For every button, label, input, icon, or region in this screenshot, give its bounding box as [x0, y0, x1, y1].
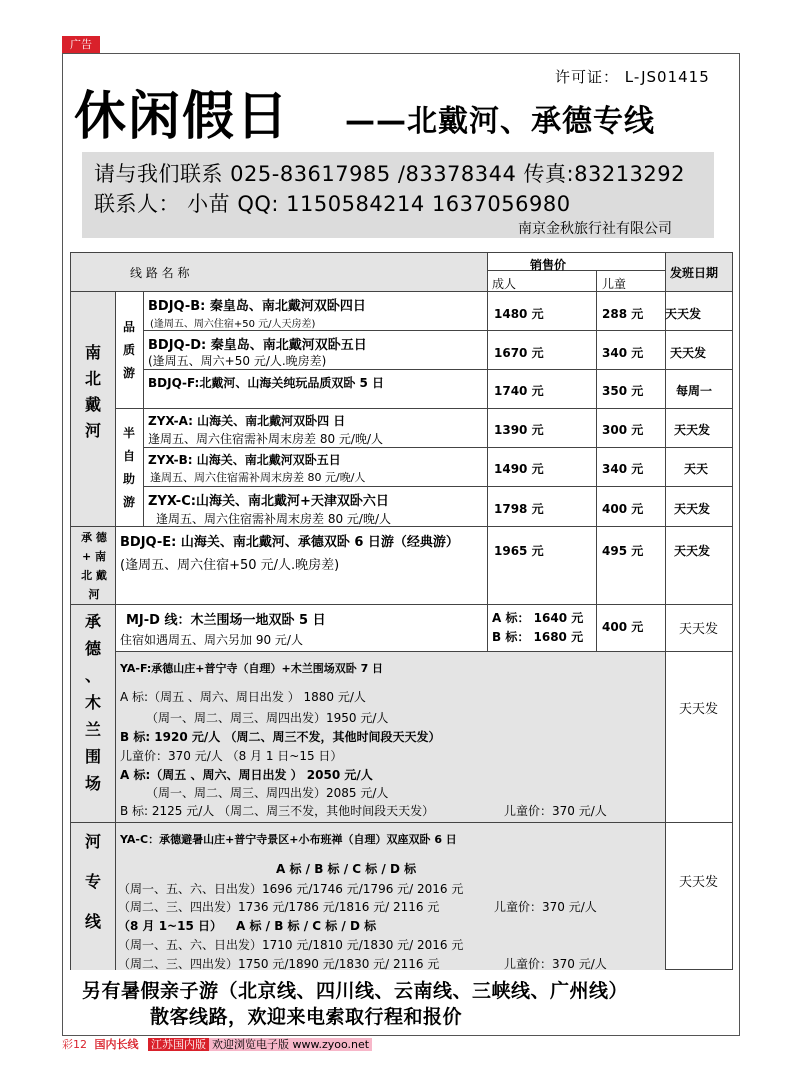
child-price: 350 元	[602, 384, 644, 398]
adult-price: 1798 元	[494, 502, 544, 516]
adult-price: 1740 元	[494, 384, 544, 398]
adult-price: 1670 元	[494, 346, 544, 360]
depart-day: 天天发	[679, 875, 719, 890]
edition-label: 江苏国内版	[148, 1038, 209, 1051]
company-name: 南京金秋旅行社有限公司	[518, 221, 672, 237]
footer-promo-2: 散客线路，欢迎来电索取行程和报价	[150, 1006, 463, 1028]
yaf-line: B 标: 1920 元/人 （周二、周三不发，其他时间段天天发）	[120, 730, 441, 744]
yac-child-price: 儿童价：370 元/人	[504, 957, 607, 971]
child-price: 400 元	[602, 620, 644, 634]
yac-header: A 标 / B 标 / C 标 / D 标	[236, 919, 377, 933]
website-link[interactable]: 欢迎浏览电子版 www.zyoo.net	[209, 1038, 372, 1051]
depart-day: 天天	[684, 462, 709, 476]
yaf-line: A 标:（周五 、周六、周日出发 ） 1880 元/人	[120, 690, 366, 704]
bottom-bar	[62, 1036, 372, 1052]
adult-price-b: B 标： 1680 元	[492, 630, 584, 644]
yac-line: （周一、五、六、日出发）1710 元/1810 元/1830 元/ 2016 元	[118, 938, 464, 952]
yaf-line: （周一、周二、周三、周四出发）2085 元/人	[146, 786, 389, 800]
depart-day: 天天发	[674, 423, 711, 437]
child-price: 495 元	[602, 544, 644, 558]
adult-price-a: A 标： 1640 元	[492, 611, 584, 625]
subtitle: ——北戴河、承德专线	[345, 104, 655, 139]
route-note: (逢周五、周六+50 元/人.晚房差)	[148, 354, 327, 368]
depart-day: 天天发	[674, 544, 711, 558]
route-title: BDJQ-F:北戴河、山海关纯玩品质双卧 5 日	[148, 376, 385, 390]
yac-title: YA-C：承德避暑山庄+普宁寺景区+小布班禅（自理）双座双卧 6 日	[120, 833, 457, 846]
header-adult: 成人	[492, 277, 517, 291]
depart-day: 天天发	[679, 702, 719, 717]
depart-day: 每周一	[676, 384, 713, 398]
yaf-line: （周一、周二、周三、周四出发）1950 元/人	[146, 711, 389, 725]
route-note: (逢周五、周六住宿+50 元/人.晚房差)	[120, 558, 340, 573]
depart-day: 天天发	[665, 307, 702, 321]
depart-day: 天天发	[679, 622, 719, 637]
adult-price: 1490 元	[494, 462, 544, 476]
route-title: ZYX-C:山海关、南北戴河+天津双卧六日	[148, 494, 389, 509]
route-title: BDJQ-B: 秦皇岛、南北戴河双卧四日	[148, 299, 366, 314]
group-semi: 半 自 助 游	[122, 426, 135, 509]
route-note: 住宿如遇周五、周六另加 90 元/人	[120, 633, 303, 647]
adult-price: 1390 元	[494, 423, 544, 437]
yac-header: A 标 / B 标 / C 标 / D 标	[276, 862, 417, 876]
header-route: 线 路 名 称	[130, 266, 190, 280]
yaf-title: YA-F:承德山庄+普宁寺（自理）+木兰围场双卧 7 日	[120, 662, 384, 675]
route-note: 逢周五、周六住宿需补周末房差 80 元/晚/人	[150, 471, 366, 484]
ad-tag: 广告	[62, 36, 100, 53]
route-note: 逢周五、周六住宿需补周末房差 80 元/晚/人	[156, 512, 391, 526]
route-title: BDJQ-D: 秦皇岛、南北戴河双卧五日	[148, 338, 367, 353]
header-child: 儿童	[602, 277, 627, 291]
yaf-line: B 标: 2125 元/人 （周二、周三不发，其他时间段天天发）	[120, 804, 435, 818]
yac-line: （周一、五、六、日出发）1696 元/1746 元/1796 元/ 2016 元	[118, 882, 464, 896]
adult-price: 1965 元	[494, 544, 544, 558]
child-price: 288 元	[602, 307, 644, 321]
group-beidaihe: 南 北 戴 河	[84, 343, 101, 440]
contact-person-qq: 联系人： 小苗 QQ: 1150584214 1637056980	[94, 192, 571, 216]
section-name: 国内长线	[94, 1038, 139, 1051]
header-price: 销售价	[530, 258, 567, 272]
brand-title: 休闲假日	[74, 87, 291, 147]
yac-line: （周二、三、四出发）1736 元/1786 元/1816 元/ 2116 元	[118, 900, 440, 914]
license-number: 许可证： L-JS01415	[555, 68, 710, 86]
depart-day: 天天发	[674, 502, 711, 516]
child-price: 340 元	[602, 462, 644, 476]
route-note: (逢周五、周六住宿+50 元/人天房差)	[150, 319, 316, 330]
yaf-line: A 标:（周五 、周六、周日出发 ） 2050 元/人	[120, 768, 373, 782]
child-price: 400 元	[602, 502, 644, 516]
yaf-line: 儿童价：370 元/人 （8 月 1 日~15 日）	[120, 749, 343, 763]
depart-day: 天天发	[670, 346, 707, 360]
route-title: ZYX-A: 山海关、南北戴河双卧四 日	[148, 414, 346, 428]
route-note: 逢周五、周六住宿需补周末房差 80 元/晚/人	[148, 432, 383, 446]
yac-line: （周二、三、四出发）1750 元/1890 元/1830 元/ 2116 元	[118, 957, 440, 971]
route-title: ZYX-B: 山海关、南北戴河双卧五日	[148, 453, 341, 467]
yaf-child-price: 儿童价：370 元/人	[504, 804, 607, 818]
child-price: 300 元	[602, 423, 644, 437]
contact-phone-fax: 请与我们联系 025-83617985 /83378344 传真:83213292	[94, 162, 685, 186]
group-chengde-bdh: 承 德 + 南 北 戴 河	[81, 531, 107, 601]
yac-child-price: 儿童价：370 元/人	[494, 900, 597, 914]
group-quality: 品 质 游	[122, 320, 135, 380]
route-title: BDJQ-E: 山海关、南北戴河、承德双卧 6 日游（经典游）	[120, 535, 459, 550]
yac-period: （8 月 1~15 日）	[118, 919, 222, 933]
child-price: 340 元	[602, 346, 644, 360]
route-title: MJ-D 线：木兰围场一地双卧 5 日	[126, 613, 326, 628]
group-chengde-mulan: 承 德 、 木 兰 围 场	[84, 612, 101, 793]
adult-price: 1480 元	[494, 307, 544, 321]
footer-promo-1: 另有暑假亲子游（北京线、四川线、云南线、三峡线、广州线）	[82, 980, 629, 1002]
page-number: 彩12	[62, 1038, 87, 1051]
header-depart: 发班日期	[670, 266, 719, 280]
group-he-line: 河 专 线	[84, 832, 101, 931]
